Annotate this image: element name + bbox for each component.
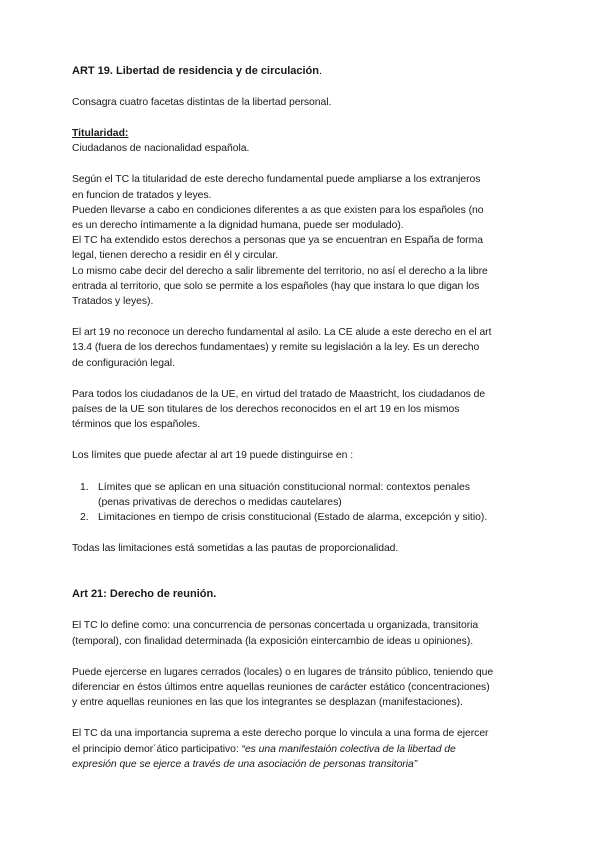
- list-item: [76, 480, 540, 510]
- art21-heading: Art 21: Derecho de reunión.: [72, 588, 217, 601]
- titularidad-text: Ciudadanos de nacionalidad española.: [72, 143, 250, 155]
- list-item-line: Límites que se aplican en una situación constitucional normal: contextos penales: [98, 481, 470, 493]
- art21-paragraph-1: [72, 618, 540, 648]
- quote-text: “es una manifestaión colectiva de la libertad de: [241, 743, 456, 755]
- text-plain: el principio demor´ático participativo:: [72, 743, 242, 755]
- text-line: El TC ha extendido estos derechos a personas que ya se encuentran en España de forma: [72, 235, 483, 247]
- text-line: términos que los españoles.: [72, 419, 201, 431]
- list-item-line: (penas privativas de derechos o medidas cautelares): [98, 496, 342, 508]
- text-line: (temporal), con finalidad determinada (la exposición eintercambio de ideas u opiniones).: [72, 635, 474, 647]
- art19-heading-dot: .: [318, 65, 323, 77]
- limits-list: [72, 480, 540, 526]
- text-line: de configuración legal.: [72, 357, 175, 369]
- text-line: legal, tienen derecho a residir en él y circular.: [72, 250, 279, 262]
- titularidad-label: Titularidad:: [72, 128, 129, 140]
- text-line: en funcion de tratados y leyes.: [72, 189, 212, 201]
- art19-heading: [72, 64, 540, 79]
- text-line: Según el TC la titularidad de este derecho fundamental puede ampliarse a los extranjeros: [72, 174, 481, 186]
- list-item: [76, 510, 540, 525]
- art19-heading-text: ART 19. Libertad de residencia y de circulación: [72, 65, 319, 77]
- text-line: y entre aquellas reuniones en las que los integrantes se desplazan (manifestaciones).: [72, 697, 463, 709]
- text-line: países de la UE son titulares de los derechos reconocidos en el art 19 en los mismos: [72, 404, 460, 416]
- limits-intro: Los límites que puede afectar al art 19 puede distinguirse en :: [72, 450, 354, 462]
- text-line: Tratados y leyes).: [72, 296, 154, 308]
- art21-paragraph-3: [72, 726, 540, 772]
- text-line: es un derecho íntimamente a la dignidad humana, puede ser modulado).: [72, 220, 404, 232]
- art21-paragraph-2: [72, 665, 540, 711]
- text-line: Para todos los ciudadanos de la UE, en virtud del tratado de Maastricht, los ciudadanos de: [72, 388, 486, 400]
- art19-paragraph-1: [72, 172, 540, 309]
- text-line: El TC lo define como: una concurrencia de personas concertada u organizada, transitoria: [72, 620, 479, 632]
- text-line: Lo mismo cabe decir del derecho a salir libremente del territorio, no así el derecho a la libre: [72, 265, 488, 277]
- text-line: El TC da una importancia suprema a este derecho porque lo vincula a una forma de ejercer: [72, 728, 489, 740]
- list-item-line: Limitaciones en tiempo de crisis constitucional (Estado de alarma, excepción y sitio).: [98, 512, 488, 524]
- text-line: entrada al territorio, que solo se permite a los españoles (hay que instara lo que digan los: [72, 280, 480, 292]
- text-line: Puede ejercerse en lugares cerrados (locales) o en lugares de tránsito público, teniendo que: [72, 666, 494, 678]
- text-line: Pueden llevarse a cabo en condiciones diferentes a as que existen para los españoles (no: [72, 204, 484, 216]
- art19-closing: Todas las limitaciones está sometidas a las pautas de proporcionalidad.: [72, 543, 399, 555]
- text-line: 13.4 (fuera de los derechos fundamentaes) y remite su legislación a la ley. Es un derecho: [72, 342, 480, 354]
- list-number: 1.: [80, 481, 89, 493]
- art19-paragraph-2: [72, 325, 540, 371]
- text-line: El art 19 no reconoce un derecho fundamental al asilo. La CE alude a este derecho en el art: [72, 327, 492, 339]
- quote-text: expresión que se ejerce a través de una asociación de personas transitoria”: [72, 758, 418, 770]
- art19-paragraph-3: [72, 387, 540, 433]
- text-line: diferenciar en éstos últimos entre aquellas reuniones de carácter estático (concentraciones): [72, 682, 490, 694]
- document-page: [72, 64, 540, 772]
- text-line: [72, 742, 540, 757]
- list-number: 2.: [80, 512, 89, 524]
- art19-intro: Consagra cuatro facetas distintas de la libertad personal.: [72, 97, 332, 108]
